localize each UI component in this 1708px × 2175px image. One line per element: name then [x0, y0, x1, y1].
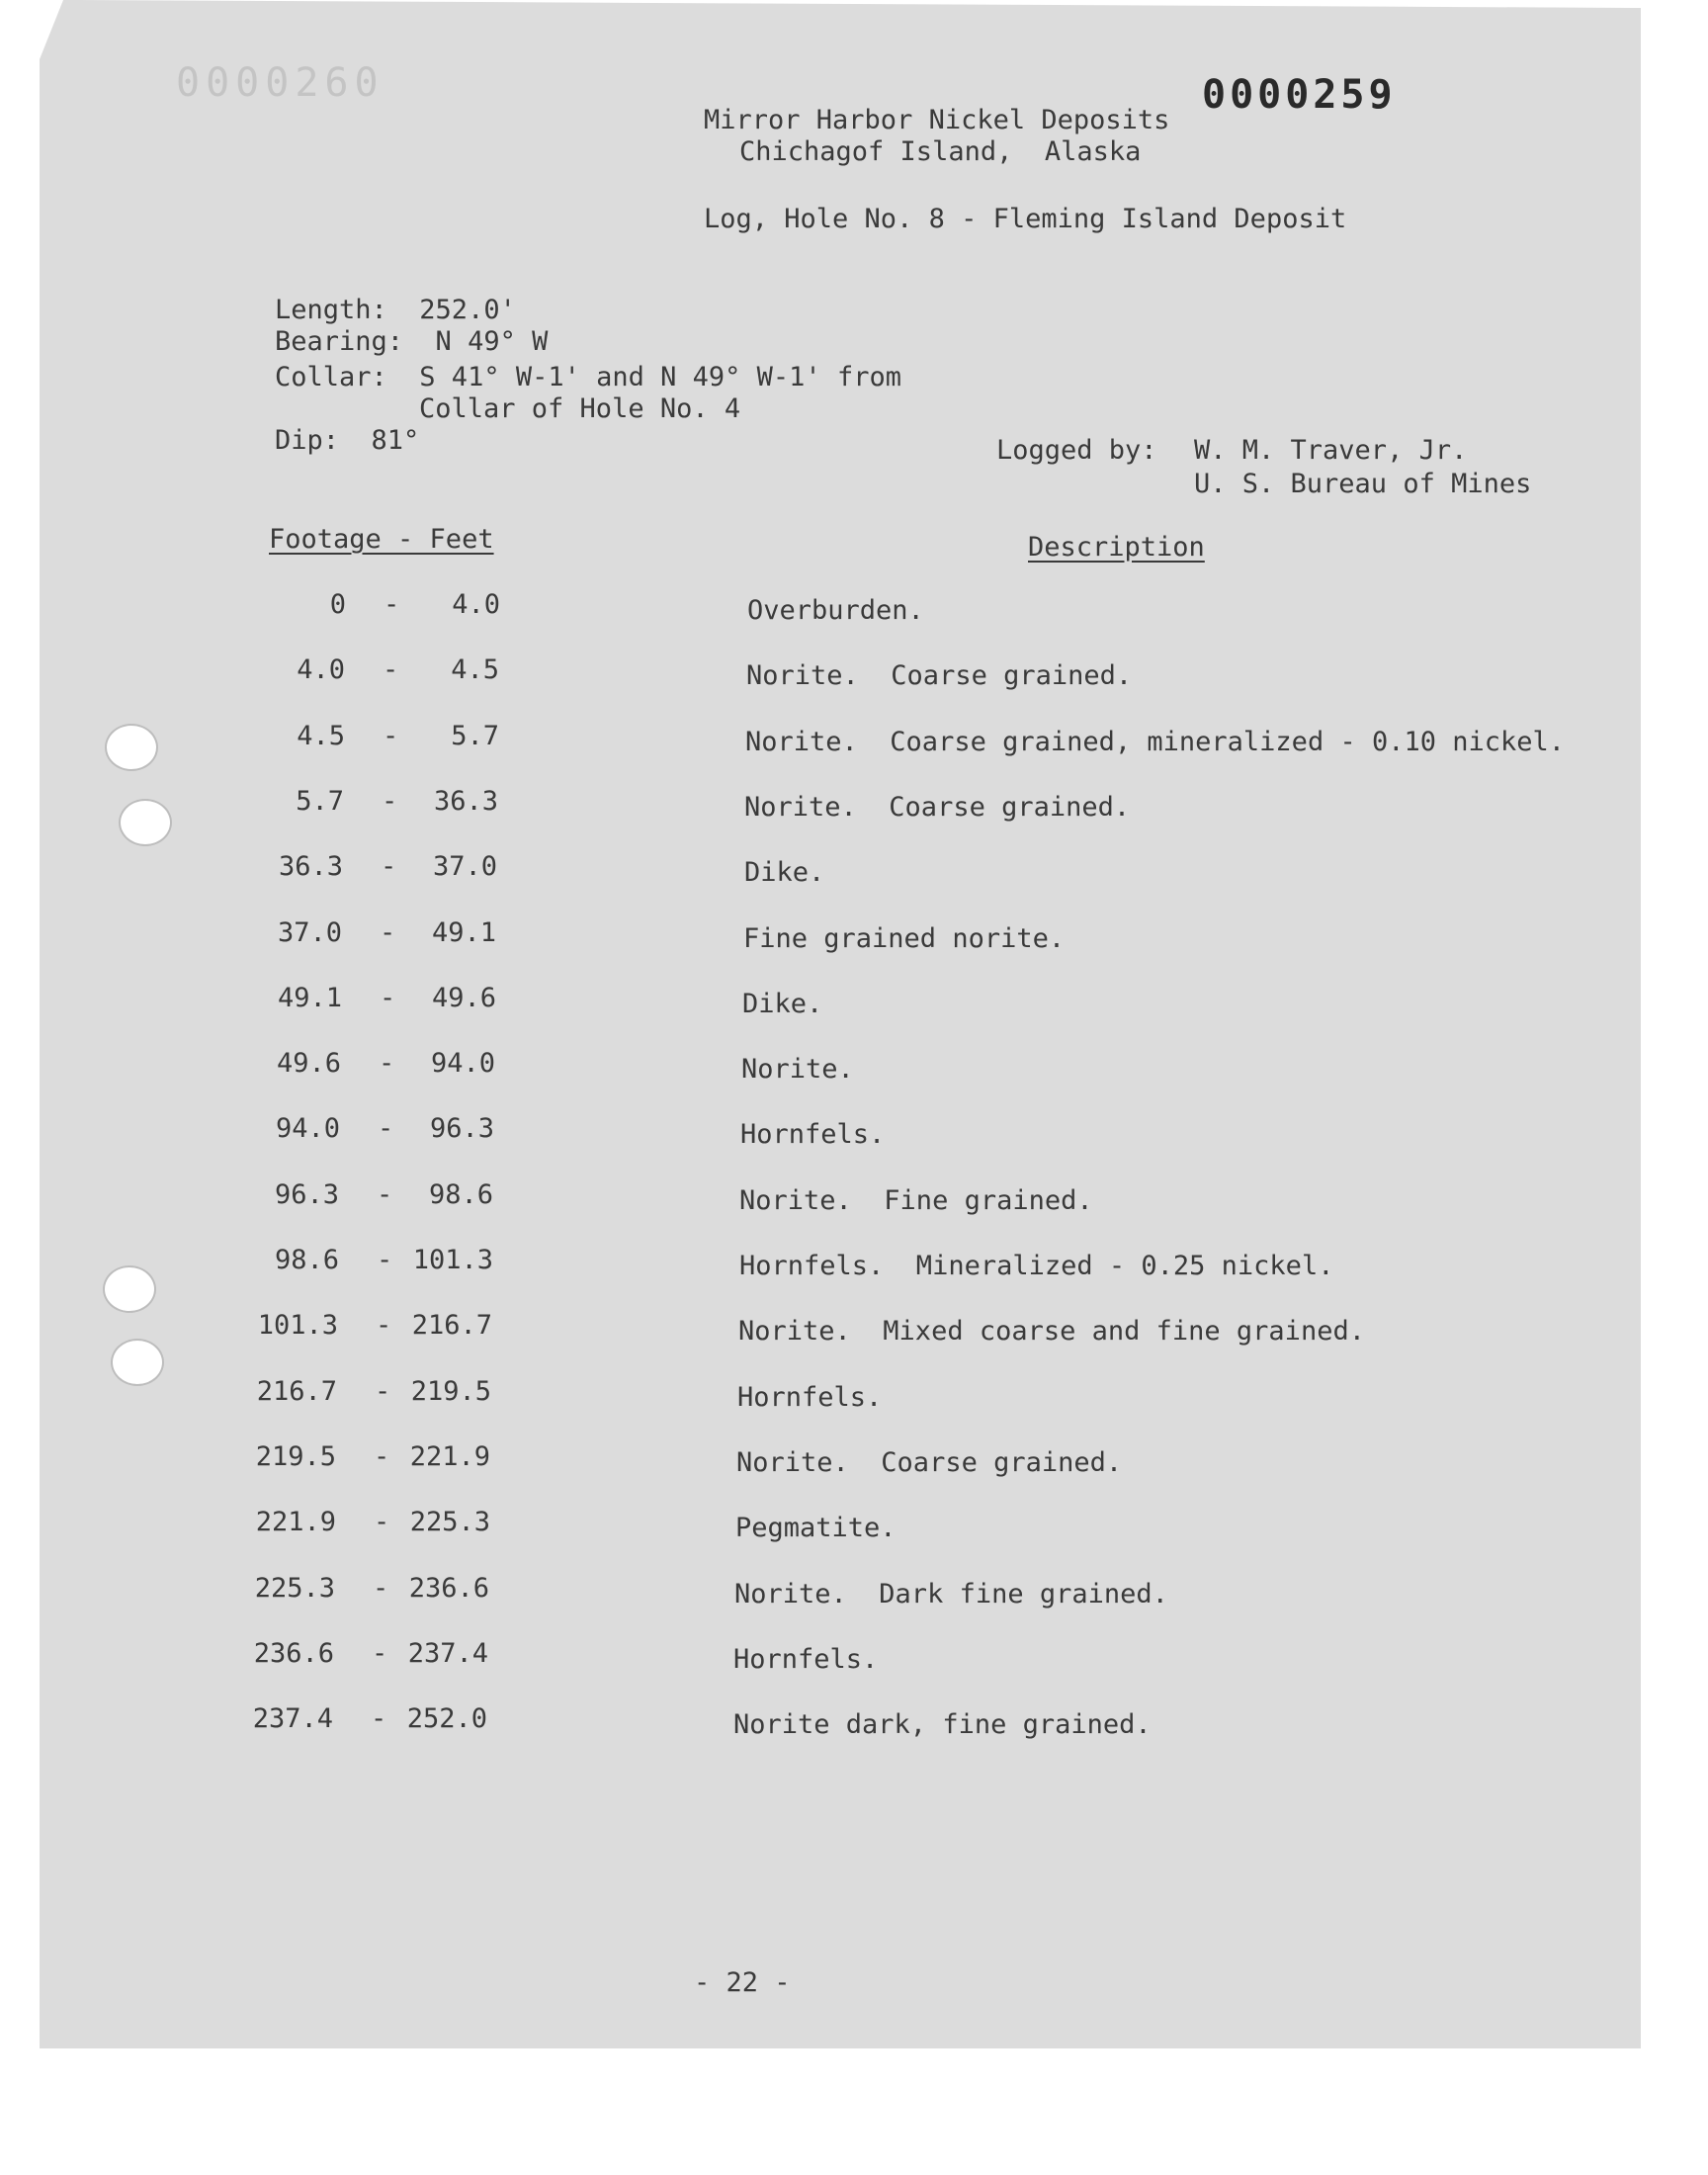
collar-field: Collar: S 41° W-1' and N 49° W-1' from — [275, 362, 901, 392]
bearing-field: Bearing: N 49° W — [275, 326, 549, 357]
footage-from: 101.3 — [257, 1310, 338, 1341]
footage-from: 0 — [329, 589, 346, 620]
description-cell: Norite. Mixed coarse and fine grained. — [738, 1316, 1365, 1347]
description-cell: Norite. Coarse grained. — [744, 792, 1131, 823]
description-cell: Norite. Coarse grained, mineralized - 0.10 nickel. — [745, 727, 1566, 757]
punch-hole — [105, 724, 158, 771]
footage-to: 225.3 — [409, 1507, 490, 1537]
footage-to: 237.4 — [407, 1638, 488, 1669]
range-dash: - — [377, 1245, 393, 1275]
title-line-1: Mirror Harbor Nickel Deposits — [704, 105, 1170, 135]
footage-to: 101.3 — [412, 1245, 493, 1275]
range-dash: - — [376, 1310, 392, 1341]
range-dash: - — [379, 1048, 395, 1079]
description-cell: Hornfels. Mineralized - 0.25 nickel. — [739, 1251, 1334, 1281]
footage-to: 94.0 — [430, 1048, 495, 1079]
punch-hole — [111, 1339, 164, 1386]
document-number: 0000259 — [1202, 72, 1397, 118]
description-cell: Dike. — [742, 989, 823, 1019]
range-dash: - — [383, 721, 399, 751]
footage-to: 252.0 — [406, 1703, 487, 1734]
footage-to: 236.6 — [408, 1573, 489, 1604]
footage-to: 96.3 — [429, 1113, 494, 1144]
page-number: - 22 - — [694, 1967, 791, 1998]
description-cell: Hornfels. — [733, 1644, 879, 1675]
footage-to: 98.6 — [428, 1179, 493, 1210]
description-cell: Fine grained norite. — [743, 923, 1066, 954]
description-cell: Dike. — [744, 857, 825, 888]
range-dash: - — [381, 851, 397, 882]
footage-to: 37.0 — [432, 851, 497, 882]
logged-by-organization: U. S. Bureau of Mines — [1194, 469, 1532, 499]
footage-from: 98.6 — [274, 1245, 339, 1275]
range-dash: - — [372, 1638, 388, 1669]
range-dash: - — [377, 1179, 393, 1210]
description-cell: Hornfels. — [740, 1119, 886, 1150]
dip-field: Dip: 81° — [275, 425, 420, 456]
footage-to: 4.0 — [452, 589, 500, 620]
description-cell: Pegmatite. — [735, 1513, 897, 1543]
footage-to: 216.7 — [411, 1310, 492, 1341]
footage-from: 4.0 — [297, 654, 345, 685]
length-field: Length: 252.0' — [275, 295, 516, 325]
footage-column-header: Footage - Feet — [269, 524, 494, 555]
range-dash: - — [374, 1507, 390, 1537]
punch-hole — [103, 1265, 156, 1313]
range-dash: - — [380, 917, 396, 948]
footage-from: 221.9 — [255, 1507, 336, 1537]
range-dash: - — [374, 1441, 390, 1472]
footage-from: 49.6 — [276, 1048, 341, 1079]
range-dash: - — [378, 1113, 394, 1144]
footage-to: 49.6 — [431, 983, 496, 1013]
description-column-header: Description — [1028, 532, 1205, 563]
footage-to: 36.3 — [433, 786, 498, 817]
range-dash: - — [375, 1376, 391, 1407]
footage-to: 5.7 — [451, 721, 499, 751]
description-cell: Norite. Fine grained. — [739, 1185, 1093, 1216]
footage-from: 96.3 — [274, 1179, 339, 1210]
description-cell: Norite. Dark fine grained. — [734, 1579, 1168, 1610]
footage-from: 236.6 — [253, 1638, 334, 1669]
footage-from: 5.7 — [296, 786, 344, 817]
footage-from: 4.5 — [297, 721, 345, 751]
logged-by-label: Logged by: — [996, 435, 1157, 466]
range-dash: - — [373, 1573, 389, 1604]
footage-from: 36.3 — [278, 851, 343, 882]
footage-from: 216.7 — [256, 1376, 337, 1407]
footage-from: 49.1 — [277, 983, 342, 1013]
footage-to: 4.5 — [451, 654, 499, 685]
footage-from: 219.5 — [255, 1441, 336, 1472]
footage-to: 49.1 — [431, 917, 496, 948]
footage-from: 237.4 — [252, 1703, 333, 1734]
logged-by-name: W. M. Traver, Jr. — [1194, 435, 1468, 466]
description-cell: Overburden. — [747, 595, 924, 626]
footage-from: 94.0 — [275, 1113, 340, 1144]
description-cell: Norite. — [741, 1054, 854, 1085]
range-dash: - — [380, 983, 396, 1013]
punch-hole — [119, 799, 172, 846]
log-subtitle: Log, Hole No. 8 - Fleming Island Deposit — [704, 204, 1347, 234]
footage-to: 221.9 — [409, 1441, 490, 1472]
description-cell: Norite dark, fine grained. — [733, 1709, 1152, 1740]
range-dash: - — [371, 1703, 387, 1734]
title-line-2: Chichagof Island, Alaska — [739, 136, 1142, 167]
range-dash: - — [382, 786, 398, 817]
range-dash: - — [383, 654, 399, 685]
description-cell: Hornfels. — [737, 1382, 883, 1413]
footage-from: 225.3 — [254, 1573, 335, 1604]
collar-field-continued: Collar of Hole No. 4 — [419, 393, 741, 424]
footage-to: 219.5 — [410, 1376, 491, 1407]
footage-from: 37.0 — [277, 917, 342, 948]
range-dash: - — [384, 589, 400, 620]
faint-document-number: 0000260 — [176, 60, 384, 106]
description-cell: Norite. Coarse grained. — [736, 1447, 1123, 1478]
description-cell: Norite. Coarse grained. — [746, 660, 1133, 691]
